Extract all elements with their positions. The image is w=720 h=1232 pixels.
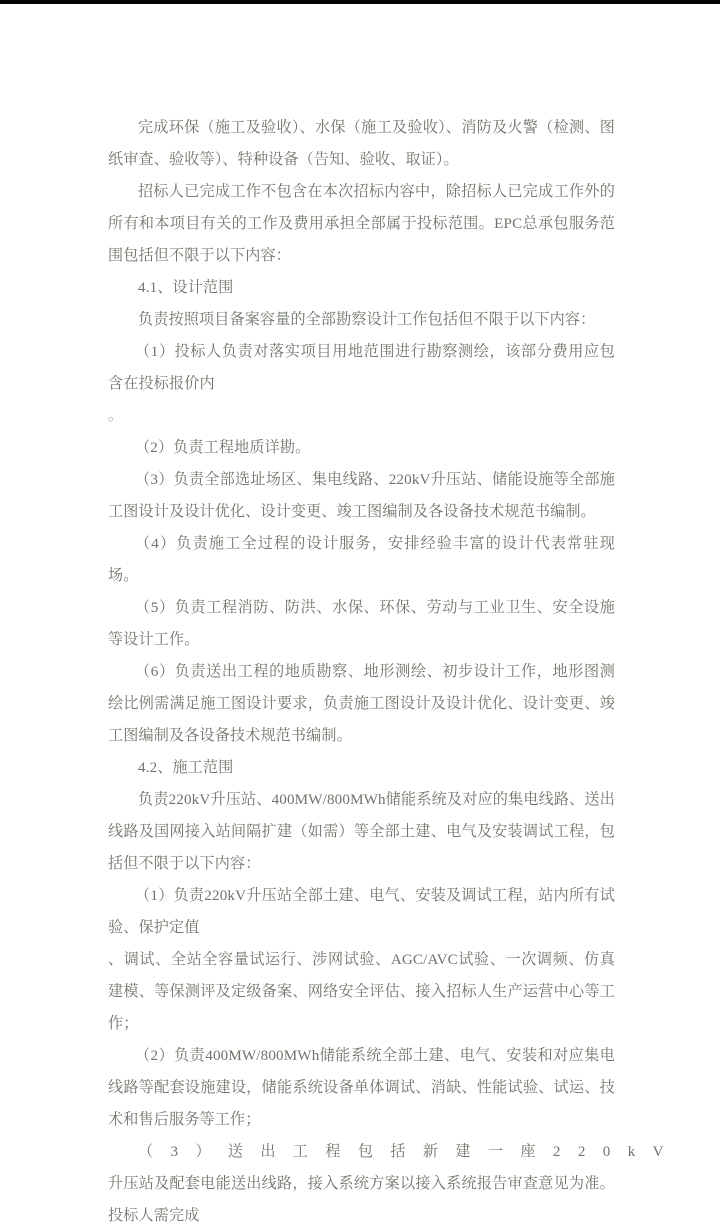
paragraph-design-scope-intro: 负责按照项目备案容量的全部勘察设计工作包括但不限于以下内容：: [138, 312, 596, 328]
heading-4-2-construction-scope: 4.2、施工范围: [138, 760, 234, 776]
item-design-4: （4）负责施工全过程的设计服务，安排经验丰富的设计代表常驻现场。: [108, 536, 615, 584]
orphan-punctuation-design-1: 。: [108, 408, 124, 424]
item-design-2: （2）负责工程地质详勘。: [135, 440, 311, 456]
document-text-column: [108, 112, 681, 1232]
item-construction-1-continued: 、调试、全站全容量试运行、涉网试验、AGC/AVC试验、一次调频、仿真建模、等保测评及定级备案、网络安全评估、接入招标人生产运营中心等工作；: [108, 952, 615, 1032]
scan-top-edge-bar: [0, 0, 720, 4]
item-construction-3-continued: 升压站及配套电能送出线路，接入系统方案以接入系统报告审查意见为准。投标人需完成: [108, 1176, 615, 1224]
paragraph-construction-scope-intro: 负责220kV升压站、400MW/800MWh储能系统及对应的集电线路、送出线路及国网接入站间隔扩建（如需）等全部土建、电气及安装调试工程，包括但不限于以下内容：: [108, 792, 615, 872]
item-design-6: （6）负责送出工程的地质勘察、地形测绘、初步设计工作，地形图测绘比例需满足施工图设计要求，负责施工图设计及设计优化、设计变更、竣工图编制及各设备技术规范书编制。: [108, 664, 615, 744]
item-design-5: （5）负责工程消防、防洪、水保、环保、劳动与工业卫生、安全设施等设计工作。: [108, 600, 615, 648]
item-design-1: （1）投标人负责对落实项目用地范围进行勘察测绘，该部分费用应包含在投标报价内: [108, 344, 615, 392]
paragraph-tenderee-completed-work: 招标人已完成工作不包含在本次招标内容中，除招标人已完成工作外的所有和本项目有关的工作及费用承担全部属于投标范围。EPC总承包服务范围包括但不限于以下内容：: [108, 184, 615, 264]
item-construction-1: （1）负责220kV升压站全部土建、电气、安装及调试工程，站内所有试验、保护定值: [108, 888, 615, 936]
paragraph-completed-approvals: 完成环保（施工及验收）、水保（施工及验收）、消防及火警（检测、图纸审查、验收等）、特种设备（告知、验收、取证）。: [108, 120, 615, 168]
heading-4-1-design-scope: 4.1、设计范围: [138, 280, 234, 296]
item-design-3: （3）负责全部选址场区、集电线路、220kV升压站、储能设施等全部施工图设计及设计优化、设计变更、竣工图编制及各设备技术规范书编制。: [108, 472, 615, 520]
item-construction-3-spread: （3）送出工程包括新建一座220kV: [138, 1144, 681, 1160]
item-construction-2: （2）负责400MW/800MWh储能系统全部土建、电气、安装和对应集电线路等配套设施建设，储能系统设备单体调试、消缺、性能试验、试运、技术和售后服务等工作；: [108, 1048, 615, 1128]
